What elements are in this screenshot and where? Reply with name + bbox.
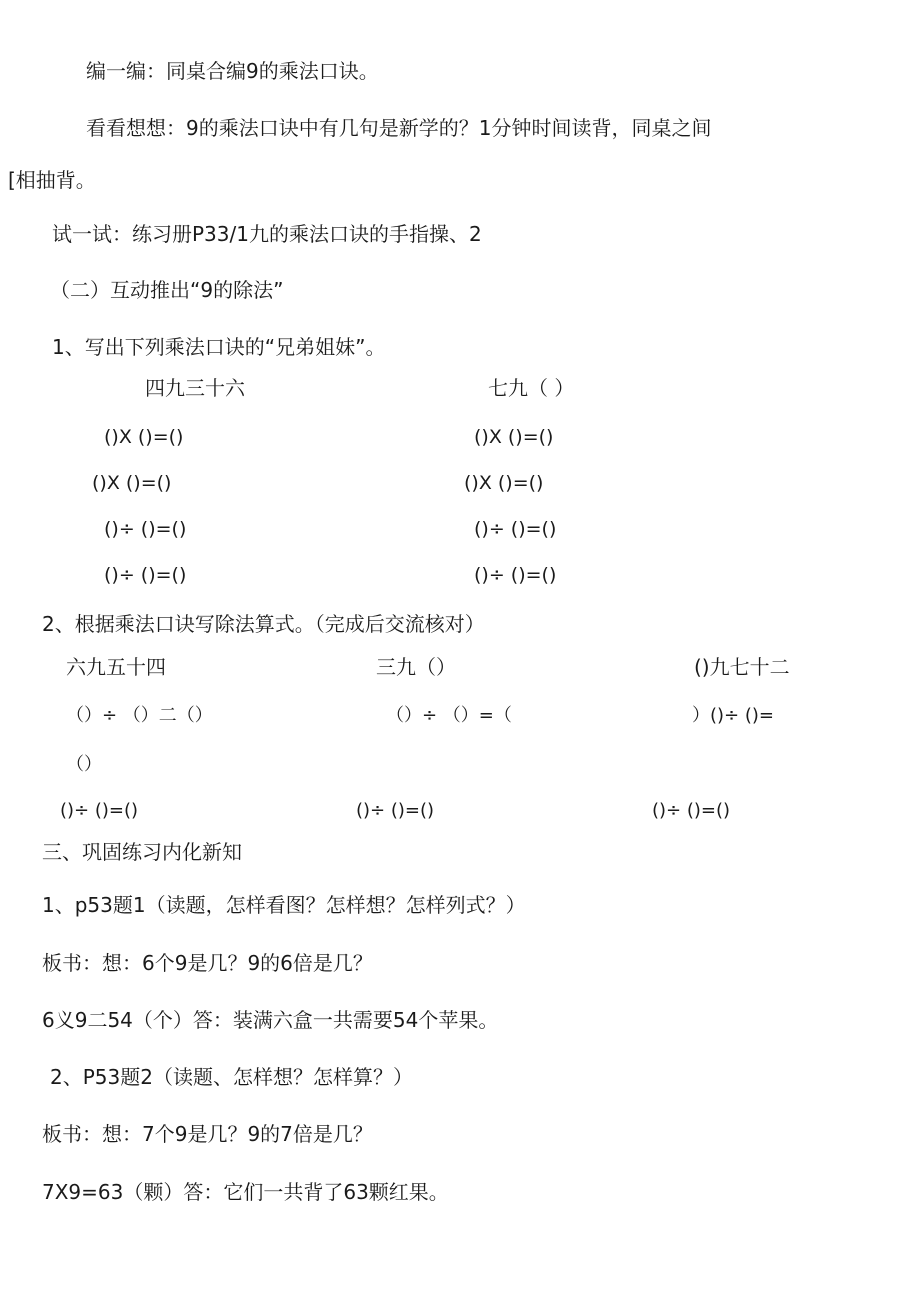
question-2: 2、P53题2（读题、怎样想？怎样算？） <box>50 1065 413 1089</box>
fact-a-head: 六九五十四 <box>66 655 166 679</box>
right-pair-head: 七九（ ） <box>488 376 575 400</box>
fact-a-row-1: （）÷ （）二（） <box>66 705 213 726</box>
right-div-row-2: ()÷ ()=() <box>474 564 557 586</box>
fact-b-row-2: ()÷ ()=() <box>356 800 435 821</box>
left-div-row-2: ()÷ ()=() <box>104 564 187 586</box>
question-2-board: 板书：想：7个9是几？9的7倍是几？ <box>42 1122 373 1146</box>
left-mul-row-1: ()X ()=() <box>104 426 184 448</box>
heading-division-of-9: （二）互动推出“9的除法” <box>50 278 284 302</box>
left-div-row-1: ()÷ ()=() <box>104 518 187 540</box>
right-div-row-1: ()÷ ()=() <box>474 518 557 540</box>
line-write-related: 1、写出下列乘法口诀的“兄弟姐妹”。 <box>52 335 386 359</box>
left-mul-row-2: ()X ()=() <box>92 472 172 494</box>
fact-b-row-1: （）÷ （）=（ <box>386 705 512 726</box>
fact-c-row-2: ()÷ ()=() <box>652 800 731 821</box>
line-look-think: 看看想想：9的乘法口诀中有几句是新学的？1分钟时间读背，同桌之间 <box>86 116 712 140</box>
fact-c-row-1: ）()÷ ()= <box>692 705 774 726</box>
fact-a-row-1-cont: （） <box>66 754 102 775</box>
question-1-answer: 6义9二54（个）答：装满六盒一共需要54个苹果。 <box>42 1008 499 1032</box>
line-try: 试一试：练习册P33/1九的乘法口诀的手指操、2 <box>52 222 482 246</box>
right-mul-row-2: ()X ()=() <box>464 472 544 494</box>
line-compose: 编一编：同桌合编9的乘法口诀。 <box>86 59 379 83</box>
right-mul-row-1: ()X ()=() <box>474 426 554 448</box>
question-2-answer: 7X9=63（颗）答：它们一共背了63颗红果。 <box>42 1180 449 1204</box>
fact-b-head: 三九（） <box>376 655 456 679</box>
question-1-board: 板书：想：6个9是几？9的6倍是几？ <box>42 951 373 975</box>
question-1: 1、p53题1（读题，怎样看图？怎样想？怎样列式？） <box>42 893 526 917</box>
heading-practice: 三、巩固练习内化新知 <box>42 840 242 864</box>
left-pair-head: 四九三十六 <box>145 376 245 400</box>
fact-c-head: ()九七十二 <box>694 655 790 679</box>
line-recite: [相抽背。 <box>8 168 96 192</box>
heading-write-division: 2、根据乘法口诀写除法算式。（完成后交流核对） <box>42 612 485 636</box>
fact-a-row-2: ()÷ ()=() <box>60 800 139 821</box>
